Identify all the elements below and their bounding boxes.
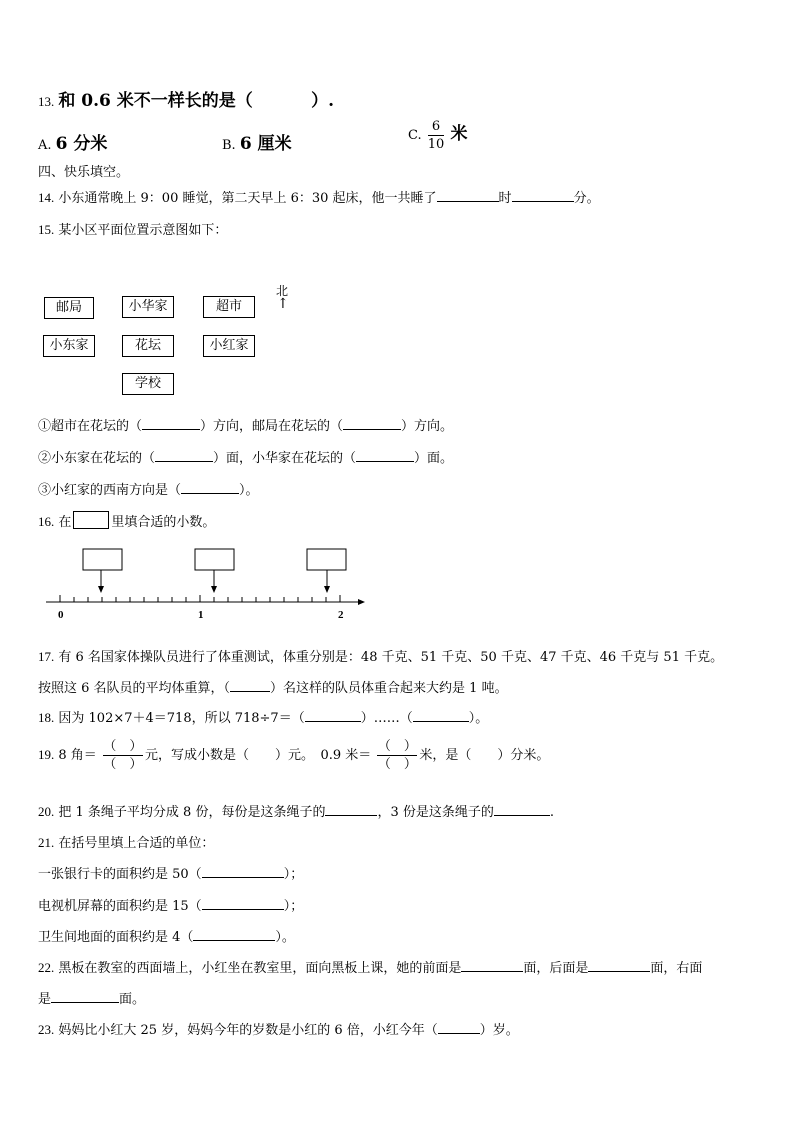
answer-blank[interactable]: [325, 815, 377, 816]
question-number: 15.: [38, 222, 55, 237]
map-supermarket: 超市: [203, 296, 255, 318]
section-heading: 四、快乐填空。: [38, 165, 130, 180]
question-text: 和 0.6 米不一样长的是（: [58, 91, 253, 111]
question-22-line2: [38, 988, 145, 1007]
fraction-blank[interactable]: [377, 738, 417, 773]
question-text: 时: [498, 191, 512, 206]
answer-blank[interactable]: [356, 461, 414, 462]
question-text: ）；: [283, 867, 304, 882]
option-a[interactable]: [38, 129, 107, 154]
answer-blank[interactable]: [202, 877, 284, 878]
option-unit: 米: [450, 124, 468, 144]
fraction: [428, 118, 445, 153]
circled-number: ③: [38, 483, 52, 498]
question-text-end: ）.: [311, 91, 335, 111]
question-text: 是: [38, 992, 52, 1007]
question-text: ）；: [283, 899, 304, 914]
option-c[interactable]: [408, 118, 467, 153]
question-23: [38, 1019, 519, 1038]
question-number: 23.: [38, 1022, 55, 1037]
question-text: 黑板在教室的西面墙上，小红坐在教室里，面向黑板上课，她的前面是: [58, 961, 462, 976]
answer-blank[interactable]: [512, 201, 574, 202]
tick-marks: [60, 595, 340, 602]
option-text: 6 厘米: [239, 134, 292, 154]
answer-box-3[interactable]: [307, 549, 346, 570]
q21-line1: [38, 863, 303, 882]
question-text: .: [549, 805, 555, 820]
question-text: 分。: [573, 191, 600, 206]
question-number: 22.: [38, 960, 55, 975]
question-17-line2: [38, 677, 508, 696]
question-text: 8 角＝: [58, 748, 97, 763]
answer-box-2[interactable]: [195, 549, 234, 570]
question-text: 电视机屏幕的面积约是 15（: [38, 899, 202, 914]
question-20: [38, 801, 554, 820]
numerator-blank[interactable]: （ ）: [377, 739, 417, 754]
question-18: [38, 707, 488, 726]
question-text: 把 1 条绳子平均分成 8 份，每份是这条绳子的: [58, 805, 326, 820]
question-text: 小东家在花坛的（: [51, 451, 156, 466]
answer-blank[interactable]: [437, 201, 499, 202]
pointer-arrow-icon: [211, 586, 217, 593]
circled-number: ②: [38, 451, 52, 466]
question-text: 面，右面: [650, 961, 703, 976]
denominator-blank[interactable]: （ ）: [377, 757, 417, 772]
question-text: ）名这样的队员体重合起来大约是 1 吨。: [270, 681, 508, 696]
question-number: 16.: [38, 514, 55, 529]
denominator-blank[interactable]: （ ）: [103, 757, 143, 772]
question-13: [38, 86, 334, 111]
answer-blank[interactable]: [155, 461, 213, 462]
answer-blank[interactable]: [230, 691, 270, 692]
answer-blank[interactable]: [588, 971, 650, 972]
answer-blank[interactable]: [494, 815, 550, 816]
axis-arrow-icon: [358, 599, 365, 605]
circled-number: ①: [38, 419, 52, 434]
map-xiaohua-home: 小华家: [122, 296, 174, 318]
answer-blank[interactable]: [142, 429, 200, 430]
map-xiaohong-home: 小红家: [203, 335, 255, 357]
question-text: ）岁。: [479, 1023, 519, 1038]
answer-blank[interactable]: [438, 1033, 480, 1034]
question-text: 里填合适的小数。: [111, 515, 216, 530]
question-16: [38, 511, 215, 530]
question-number: 21.: [38, 835, 55, 850]
question-17: [38, 646, 723, 665]
question-14: [38, 187, 600, 206]
question-text: ）。: [239, 483, 259, 498]
option-label: C.: [408, 128, 422, 143]
question-text: 妈妈比小红大 25 岁，妈妈今年的岁数是小红的 6 倍，小红今年（: [58, 1023, 438, 1038]
answer-blank[interactable]: [461, 971, 523, 972]
q15-sub1: [38, 415, 453, 434]
q21-line3: [38, 926, 295, 945]
question-number: 13.: [38, 94, 55, 109]
map-school: 学校: [122, 373, 174, 395]
question-text: ）方向，邮局在花坛的（: [200, 419, 344, 434]
question-text: 米，是（ ）分米。: [419, 748, 550, 763]
question-text: 小红家的西南方向是（: [51, 483, 182, 498]
option-text: 6 分米: [55, 134, 108, 154]
option-label: A.: [38, 138, 52, 153]
question-text: ）。: [468, 711, 489, 726]
denominator: 10: [427, 137, 445, 152]
answer-blank[interactable]: [181, 493, 239, 494]
question-text: 某小区平面位置示意图如下：: [58, 223, 228, 238]
question-text: 有 6 名国家体操队员进行了体重测试，体重分别是：48 千克、51 千克、50 千克、47 千克、46 千克与 51 千克。: [58, 650, 724, 665]
north-label: 北: [276, 284, 289, 298]
answer-blank[interactable]: [343, 429, 401, 430]
q15-sub3: [38, 479, 259, 498]
answer-box-1[interactable]: [83, 549, 122, 570]
question-text: ）面。: [414, 451, 454, 466]
question-text: ）。: [275, 930, 295, 945]
question-number: 14.: [38, 190, 55, 205]
question-text: 卫生间地面的面积约是 4（: [38, 930, 194, 945]
number-line: [0, 540, 400, 630]
map-post-office: 邮局: [44, 297, 94, 319]
answer-blank[interactable]: [413, 721, 469, 722]
question-text: 因为 102×7＋4＝718，所以 718÷7＝（: [58, 711, 305, 726]
map-xiaodong-home: 小东家: [43, 335, 95, 357]
question-text: 超市在花坛的（: [51, 419, 143, 434]
answer-blank[interactable]: [193, 940, 275, 941]
option-b[interactable]: [222, 129, 292, 154]
answer-blank[interactable]: [202, 909, 284, 910]
tick-label-0: 0: [58, 609, 64, 621]
option-label: B.: [222, 138, 236, 153]
question-text: 在: [58, 515, 72, 530]
answer-blank[interactable]: [51, 1002, 119, 1003]
question-15: [38, 219, 227, 238]
question-number: 19.: [38, 747, 55, 762]
fraction-blank[interactable]: [103, 738, 143, 773]
q21-line2: [38, 895, 303, 914]
question-22: [38, 957, 702, 976]
question-text: 在括号里填上合适的单位：: [58, 836, 215, 851]
tick-label-2: 2: [338, 609, 344, 621]
question-text: ，3 份是这条绳子的: [377, 805, 494, 820]
question-text: 面，后面是: [523, 961, 589, 976]
question-number: 18.: [38, 710, 55, 725]
map-flower-bed: 花坛: [122, 335, 174, 357]
question-text: 一张银行卡的面积约是 50（: [38, 867, 202, 882]
question-text: ）面，小华家在花坛的（: [213, 451, 357, 466]
question-text: 小东通常晚上 9：00 睡觉，第二天早上 6：30 起床，他一共睡了: [58, 191, 437, 206]
answer-blank[interactable]: [305, 721, 361, 722]
numerator: 6: [431, 119, 441, 134]
numerator-blank[interactable]: （ ）: [103, 739, 143, 754]
question-text: ）方向。: [401, 419, 454, 434]
q15-sub2: [38, 447, 453, 466]
example-box: [73, 511, 109, 529]
question-text: ）……（: [360, 711, 413, 726]
question-text: 元，写成小数是（ ）元。 0.9 米＝: [144, 748, 372, 763]
pointer-arrow-icon: [324, 586, 330, 593]
question-19: [38, 738, 549, 773]
north-arrow-icon: ↑: [277, 296, 289, 312]
question-number: 17.: [38, 649, 55, 664]
question-number: 20.: [38, 804, 55, 819]
pointer-arrow-icon: [98, 586, 104, 593]
question-text: 面。: [119, 992, 146, 1007]
question-text: 按照这 6 名队员的平均体重算，（: [38, 681, 231, 696]
tick-label-1: 1: [198, 609, 204, 621]
question-21: [38, 832, 214, 851]
